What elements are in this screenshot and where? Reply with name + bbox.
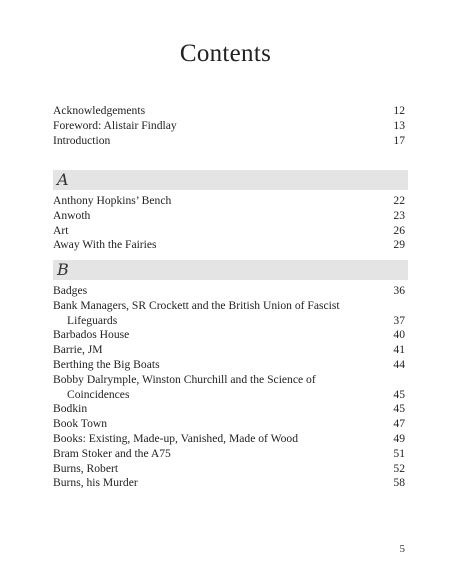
toc-entry-label: Bodkin	[53, 402, 88, 416]
toc-entry-label: Away With the Fairies	[53, 238, 157, 252]
toc-entry-page: 37	[393, 313, 405, 327]
toc-entry-introduction[interactable]	[53, 134, 405, 149]
toc-entry[interactable]	[53, 194, 405, 209]
toc-entry-page: 45	[393, 387, 405, 401]
toc-entry[interactable]	[53, 373, 405, 403]
toc-entry-page: 13	[393, 118, 405, 132]
toc-entry-acknowledgements[interactable]	[53, 104, 405, 119]
toc-entry-label-line2: Coincidences	[67, 387, 130, 401]
section-header-b	[53, 260, 408, 280]
toc-entry[interactable]	[53, 432, 405, 447]
toc-entry-page: 44	[393, 357, 405, 371]
section-letter: A	[57, 170, 69, 189]
toc-entry-label-line1: Bobby Dalrymple, Winston Churchill and the Science of	[53, 372, 316, 386]
toc-entry[interactable]	[53, 402, 405, 417]
toc-entry-label: Acknowledgements	[53, 104, 146, 117]
toc-entry[interactable]	[53, 476, 405, 491]
toc-entry[interactable]	[53, 224, 405, 239]
toc-entry-label: Book Town	[53, 417, 108, 431]
toc-entry[interactable]	[53, 328, 405, 343]
toc-entry-label: Bram Stoker and the A75	[53, 446, 171, 460]
section-letter: B	[57, 260, 69, 279]
toc-entry-page: 52	[393, 461, 405, 475]
toc-entry[interactable]	[53, 358, 405, 373]
toc-entry[interactable]	[53, 299, 405, 329]
toc-entry-label: Introduction	[53, 133, 111, 147]
page-number: 5	[399, 543, 405, 555]
toc-entry-foreword[interactable]	[53, 119, 405, 134]
toc-entry-page: 12	[393, 104, 405, 117]
toc-entry[interactable]	[53, 284, 405, 299]
toc-entry-label: Burns, his Murder	[53, 476, 138, 490]
toc-entry-page: 40	[393, 328, 405, 342]
toc-entry-label	[53, 373, 391, 403]
toc-entry-label: Books: Existing, Made-up, Vanished, Made of Wood	[53, 431, 298, 445]
toc-entry-page: 47	[393, 417, 405, 431]
toc-entry-label: Barbados House	[53, 328, 130, 342]
toc-entry-page: 45	[393, 402, 405, 416]
section-a-list	[53, 194, 405, 253]
toc-entry[interactable]	[53, 209, 405, 224]
toc-entry-label: Badges	[53, 284, 88, 297]
toc-entry-label: Anthony Hopkins’ Bench	[53, 194, 172, 207]
toc-entry-label: Art	[53, 223, 69, 237]
toc-entry[interactable]	[53, 238, 405, 253]
page-title: Contents	[179, 40, 272, 67]
toc-entry-label: Burns, Robert	[53, 461, 119, 475]
toc-entry-label: Foreword: Alistair Findlay	[53, 118, 177, 132]
toc-entry-page: 26	[393, 223, 405, 237]
toc-entry-label-line2: Lifeguards	[67, 313, 118, 327]
toc-entry-label: Berthing the Big Boats	[53, 357, 160, 371]
toc-entry-page: 29	[393, 238, 405, 252]
toc-entry-page: 36	[393, 284, 405, 297]
front-matter-list	[53, 104, 405, 148]
section-header-a	[53, 170, 408, 190]
toc-entry[interactable]	[53, 417, 405, 432]
toc-entry-page: 17	[393, 133, 405, 147]
toc-entry-label: Anwoth	[53, 208, 91, 222]
toc-entry-label-line1: Bank Managers, SR Crockett and the British Union of Fascist	[53, 298, 340, 312]
toc-entry-page: 51	[393, 446, 405, 460]
toc-entry[interactable]	[53, 462, 405, 477]
toc-entry-page: 49	[393, 431, 405, 445]
toc-entry-page: 58	[393, 476, 405, 490]
toc-entry[interactable]	[53, 447, 405, 462]
toc-entry[interactable]	[53, 343, 405, 358]
section-b-list	[53, 284, 405, 491]
toc-entry-page: 41	[393, 343, 405, 357]
toc-entry-label	[53, 299, 391, 329]
toc-entry-page: 22	[393, 194, 405, 207]
toc-entry-page: 23	[393, 208, 405, 222]
toc-entry-label: Barrie, JM	[53, 343, 103, 357]
